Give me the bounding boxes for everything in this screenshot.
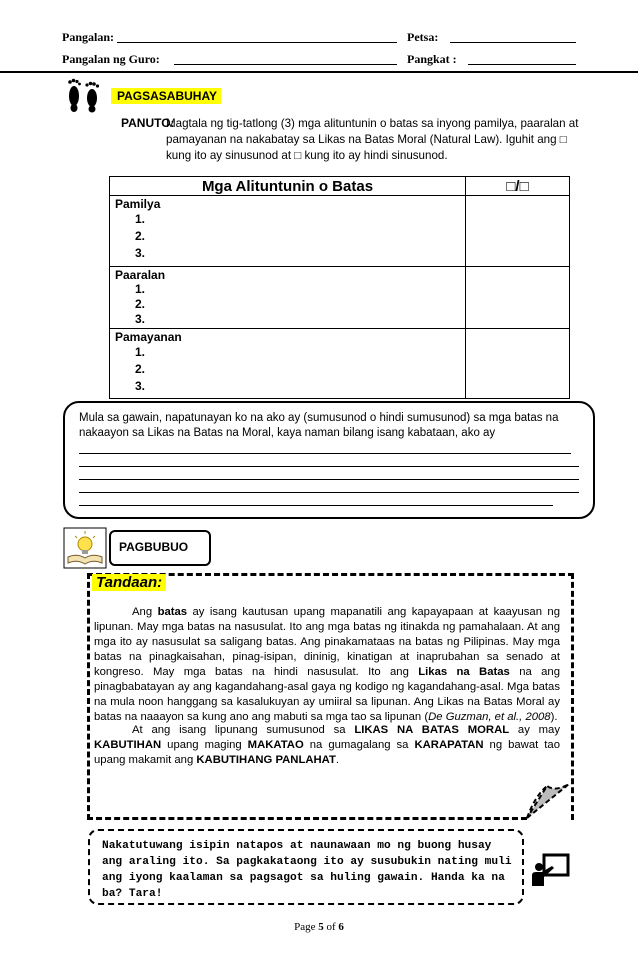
table-header-rules: Mga Alituntunin o Batas: [110, 177, 466, 196]
closing-line-2: ang araling ito. Sa pagkakataong ito ay susubukin nating muli: [102, 856, 512, 868]
date-field[interactable]: [450, 30, 576, 43]
tandaan-title: Tandaan:: [92, 574, 166, 591]
group-name: Paaralan: [115, 268, 166, 282]
list-item[interactable]: 3.: [135, 379, 146, 393]
list-item[interactable]: 1.: [135, 282, 146, 296]
writing-line[interactable]: [79, 453, 571, 454]
check-cell[interactable]: [466, 267, 570, 329]
tandaan-paragraph-1: Ang batas ay isang kautusan upang mapanatili ang kapayapaan at kaayusan ng lipunan. May mga batas na nasusulat. Ito ang mga batas ng itinakda ng pamahalaan. At ang mga ito ay nasusulat sa saligang batas. Ang pinakamataas na batas ng Pilipinas. May mga batas na pinagkaisahan, pinag-isipan, dininig, kinatigan at inaprubahan sa senado at kongreso. May mga batas na hindi nasusulat. Ito ang Likas na Batas na ang pinagbabatayan ay ang kagandahang-asal gaya ng kodigo ng kagandahang-asal. Mga batas na mula noon hanggang sa kasalukuyan ay umiiral sa lipunan. Ang Likas na Batas Moral ay batas na naaayon sa kung ano ang mabuti sa mga tao sa lipunan (De Guzman, et al., 2008).: [94, 606, 560, 723]
list-item[interactable]: 3.: [135, 246, 146, 260]
page-number: Page 5 of 6: [294, 921, 344, 933]
teacher-label: Pangalan ng Guro:: [62, 52, 160, 66]
list-item[interactable]: 2.: [135, 229, 146, 243]
table-row: [110, 196, 570, 267]
tandaan-box-bottom: [87, 817, 527, 820]
check-cell[interactable]: [466, 329, 570, 399]
list-item[interactable]: 2.: [135, 297, 146, 311]
writing-line[interactable]: [79, 466, 579, 467]
list-item[interactable]: 2.: [135, 362, 146, 376]
name-field[interactable]: [117, 30, 397, 43]
writing-line[interactable]: [79, 479, 579, 480]
teacher-field[interactable]: [174, 52, 397, 65]
teacher-board-icon: [530, 853, 570, 887]
closing-line-1: Nakatutuwang isipin natapos at naunawaan mo ng buong husay: [102, 840, 492, 852]
panuto-line-1: Magtala ng tig-tatlong (3) mga alituntunin o batas sa inyong pamilya, paaralan at: [166, 117, 579, 130]
table-header-check: □/□: [466, 177, 570, 196]
writing-line[interactable]: [79, 505, 553, 506]
table-row: [110, 267, 570, 329]
tandaan-paragraph-2: At ang isang lipunang sumusunod sa LIKAS NA BATAS MORAL ay may KABUTIHAN upang maging MAKATAO na gumagalang sa KARAPATAN ng bawat tao upang makamit ang KABUTIHANG PANLAHAT.: [94, 724, 560, 766]
page-curl: [525, 782, 571, 822]
closing-box: [88, 829, 524, 905]
pagbubuo-box: [109, 530, 211, 566]
table-row: [110, 329, 570, 399]
reflection-line-1: Mula sa gawain, napatunayan ko na ako ay (sumusunod o hindi sumusunod) sa mga batas na: [79, 412, 559, 424]
lightbulb-book-icon: [63, 527, 107, 569]
closing-line-4: ba? Tara!: [102, 888, 163, 900]
panuto-text: [166, 116, 578, 164]
rules-table: [109, 176, 570, 399]
panuto-line-2: pamayanan na nakabatay sa Likas na Batas Moral (Natural Law). Iguhit ang □: [166, 133, 567, 146]
list-item[interactable]: 3.: [135, 312, 146, 326]
reflection-box: [63, 401, 595, 519]
group-label: Pangkat :: [407, 52, 457, 66]
list-item[interactable]: 1.: [135, 345, 146, 359]
group-field[interactable]: [468, 52, 576, 65]
name-label: Pangalan:: [62, 30, 115, 44]
check-cell[interactable]: [466, 196, 570, 267]
panuto-label: PANUTO:: [121, 116, 175, 130]
pagbubuo-label: PAGBUBUO: [119, 540, 189, 554]
closing-line-3: ang iyong kaalaman sa pagsagot sa huling gawain. Handa ka na: [102, 872, 505, 884]
pagsasabuhay-label: PAGSASABUHAY: [111, 88, 221, 104]
group-name: Pamayanan: [115, 330, 182, 344]
date-label: Petsa:: [407, 30, 439, 44]
writing-line[interactable]: [79, 492, 579, 493]
header-divider: [0, 71, 638, 73]
list-item[interactable]: 1.: [135, 212, 146, 226]
panuto-line-3: kung ito ay sinusunod at □ kung ito ay hindi sinusunod.: [166, 149, 448, 162]
group-name: Pamilya: [115, 197, 161, 211]
reflection-line-2: nakaayon sa Likas na Batas na Moral, kaya naman bilang isang kabataan, ako ay: [79, 427, 496, 439]
footprints-icon: [64, 74, 104, 114]
